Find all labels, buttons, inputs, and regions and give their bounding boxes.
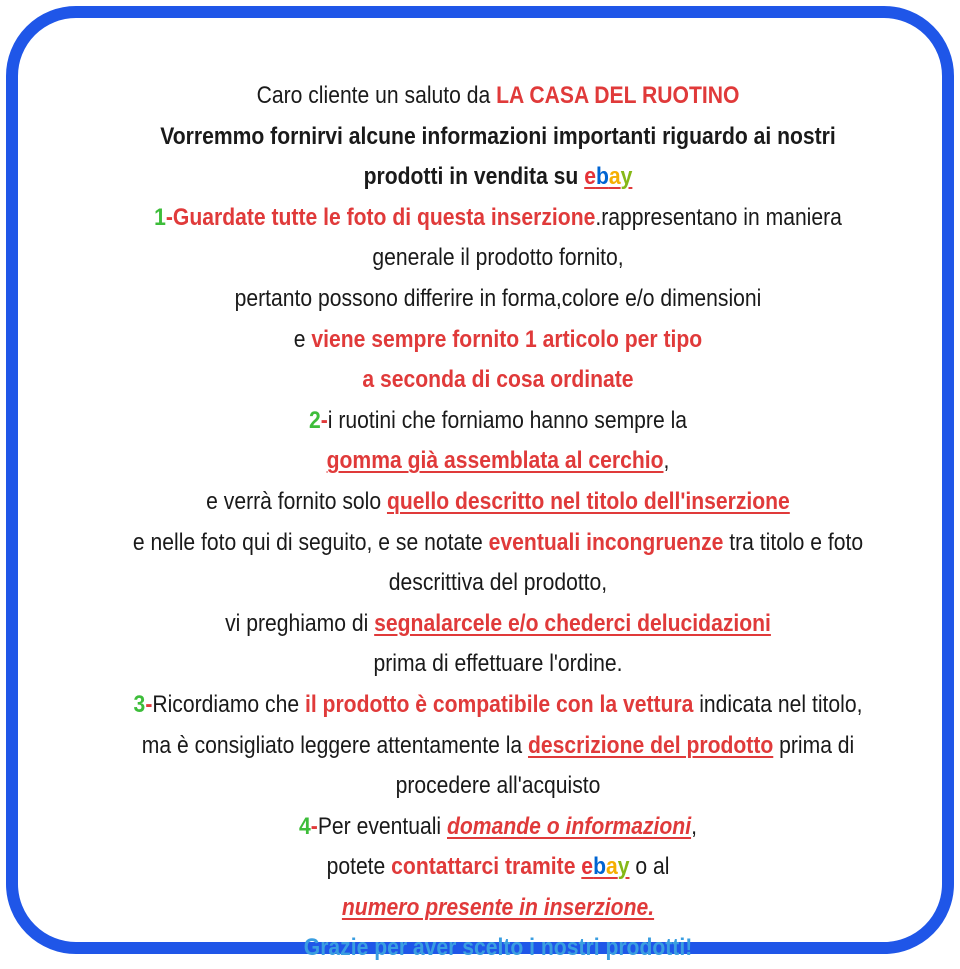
point-3-text-post: indicata nel titolo,	[693, 690, 863, 718]
point-1-line-2: generale il prodotto fornito,	[372, 244, 624, 272]
point-2-line-7: prima di effettuare l'ordine.	[373, 650, 623, 678]
point-2-line-6-pre: vi preghiamo di	[225, 609, 375, 637]
point-3-line-3: procedere all'acquisto	[395, 772, 601, 800]
point-4-highlight-2: contattarci tramite	[391, 853, 582, 881]
point-4-text-pre: Per eventuali	[317, 812, 448, 840]
point-3-number: 3	[133, 690, 146, 718]
point-2-comma: ,	[663, 447, 670, 475]
point-1-dash: -	[165, 203, 173, 231]
greeting-line	[91, 76, 904, 117]
point-2-line-3-pre: e verrà fornito solo	[206, 487, 387, 515]
intro-text: prodotti in vendita su	[363, 163, 585, 191]
brand-name: LA CASA DEL RUOTINO	[496, 82, 740, 109]
point-2-line-1	[91, 401, 904, 442]
ebay-logo: ebay	[584, 163, 633, 191]
point-3-text-pre: Ricordiamo che	[152, 690, 305, 718]
intro-line: Vorremmo fornirvi alcune informazioni importanti riguardo ai nostri	[160, 122, 836, 150]
point-4-comma: ,	[691, 812, 697, 840]
point-2-line-2	[91, 441, 904, 482]
point-3-line-2	[91, 726, 904, 767]
greeting-text: Caro cliente un saluto da	[256, 82, 497, 109]
point-4-line-2-pre: potete	[326, 853, 392, 881]
point-1-line-4-pre: e	[293, 325, 312, 353]
point-1-line-5: a seconda di cosa ordinate	[362, 366, 634, 394]
point-4-highlight-1: domande o informazioni	[447, 812, 692, 840]
point-3-line-1	[91, 685, 904, 726]
point-4-line-3	[91, 888, 904, 929]
point-2-text: i ruotini che forniamo hanno sempre la	[327, 406, 688, 434]
point-4-line-2	[91, 847, 904, 888]
point-2-highlight-2: quello descritto nel titolo dell'inserzione	[386, 487, 790, 515]
point-2-number: 2	[308, 406, 321, 434]
point-2-dash: -	[320, 406, 328, 434]
point-3-dash: -	[145, 690, 153, 718]
point-4-dash: -	[310, 812, 318, 840]
point-4-line-1	[91, 807, 904, 848]
point-4-number: 4	[299, 812, 311, 840]
point-2-highlight-3: eventuali incongruenze	[488, 528, 724, 556]
point-3-line-2-pre: ma è consigliato leggere attentamente la	[141, 731, 529, 759]
point-1-text: .rappresentano in maniera	[595, 203, 842, 231]
point-4-line-2-post: o al	[629, 853, 670, 881]
point-3-highlight-1: il prodotto è compatibile con la vettura	[304, 690, 694, 718]
point-2-line-4-post: tra titolo e foto	[723, 528, 864, 556]
point-2-line-4-pre: e nelle foto qui di seguito, e se notate	[132, 528, 489, 556]
point-4-highlight-3: numero presente in inserzione.	[341, 893, 655, 921]
point-2-line-6	[91, 604, 904, 645]
point-1-line-4-highlight: viene sempre fornito 1 articolo per tipo	[311, 325, 703, 353]
ebay-logo-2: ebay	[581, 853, 630, 881]
point-1-line-1	[91, 198, 904, 239]
point-2-line-3	[91, 482, 904, 523]
notice-content	[91, 76, 904, 969]
point-2-highlight-4: segnalarcele e/o chederci delucidazioni	[374, 609, 771, 637]
point-1-highlight: Guardate tutte le foto di questa inserzione	[172, 203, 596, 231]
point-1-line-4	[91, 320, 904, 361]
notice-frame	[6, 6, 954, 962]
point-2-line-5: descrittiva del prodotto,	[388, 569, 608, 597]
point-1-line-3: pertanto possono differire in forma,colore e/o dimensioni	[234, 284, 762, 312]
intro-line-2	[91, 157, 904, 198]
point-3-line-2-post: prima di	[773, 731, 855, 759]
point-3-highlight-2: descrizione del prodotto	[528, 731, 774, 759]
point-2-line-4	[91, 523, 904, 564]
closing-message: Grazie per aver scelto i nostri prodotti!	[303, 934, 693, 962]
point-1-number: 1	[154, 203, 166, 231]
point-2-highlight-1: gomma già assemblata al cerchio	[326, 447, 664, 475]
